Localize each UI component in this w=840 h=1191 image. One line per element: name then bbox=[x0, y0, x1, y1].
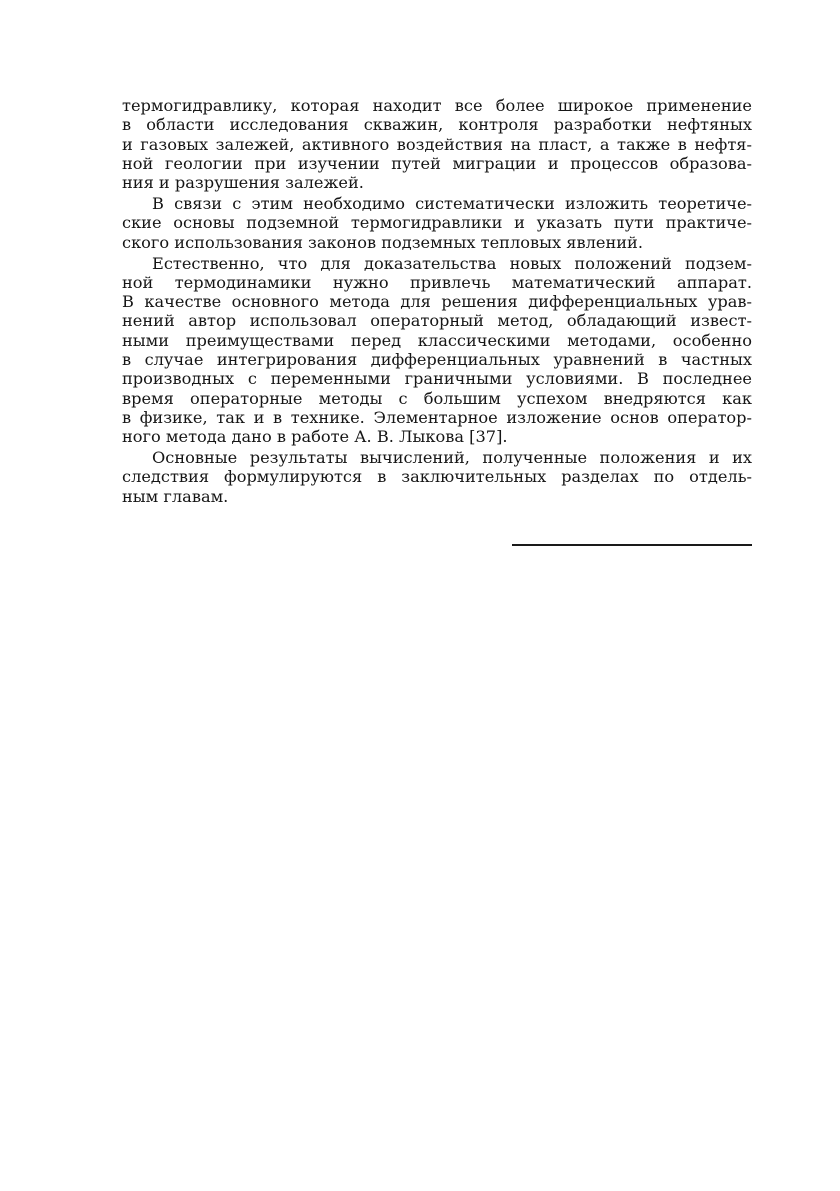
text-line: ным главам. bbox=[122, 486, 229, 506]
text-line: в области исследования скважин, контроля разработки нефтяных bbox=[122, 115, 752, 135]
text-line: Естественно, что для доказательства новых положений подзем- bbox=[152, 253, 752, 273]
text-line: следствия формулируются в заключительных разделах по отдель- bbox=[122, 467, 752, 487]
text-line: ния и разрушения залежей. bbox=[122, 173, 364, 193]
paragraph-4 bbox=[122, 448, 752, 506]
text-line: ские основы подземной термогидравлики и указать пути практиче- bbox=[122, 213, 752, 233]
text-line: Основные результаты вычислений, полученные положения и их bbox=[152, 448, 752, 468]
paragraph-2 bbox=[122, 194, 752, 252]
paragraph-1 bbox=[122, 96, 752, 192]
text-line: В связи с этим необходимо систематически изложить теоретиче- bbox=[152, 194, 752, 214]
text-line: производных с переменными граничными условиями. В последнее bbox=[122, 369, 752, 389]
text-line: термогидравлику, которая находит все более широкое применение bbox=[122, 96, 752, 115]
paragraph-3 bbox=[122, 254, 752, 447]
text-line: время операторные методы с большим успехом внедряются как bbox=[122, 388, 752, 408]
text-line: ной геологии при изучении путей миграции и процессов образова- bbox=[122, 153, 752, 173]
text-line: нений автор использовал операторный метод, обладающий извест- bbox=[122, 311, 752, 331]
text-line: в случае интегрирования дифференциальных уравнений в частных bbox=[122, 350, 752, 370]
text-line: В качестве основного метода для решения дифференциальных урав- bbox=[122, 292, 752, 312]
body-text bbox=[122, 96, 752, 508]
text-line: ной термодинамики нужно привлечь математический аппарат. bbox=[122, 272, 752, 292]
text-line: ного метода дано в работе А. В. Лыкова [37]. bbox=[122, 427, 508, 447]
text-line: ского использования законов подземных тепловых явлений. bbox=[122, 232, 643, 252]
text-line: в физике, так и в технике. Элементарное изложение основ оператор- bbox=[122, 407, 752, 427]
section-end-rule bbox=[512, 544, 752, 546]
text-line: ными преимуществами перед классическими методами, особенно bbox=[122, 330, 752, 350]
text-line: и газовых залежей, активного воздействия на пласт, а также в нефтя- bbox=[122, 134, 752, 154]
